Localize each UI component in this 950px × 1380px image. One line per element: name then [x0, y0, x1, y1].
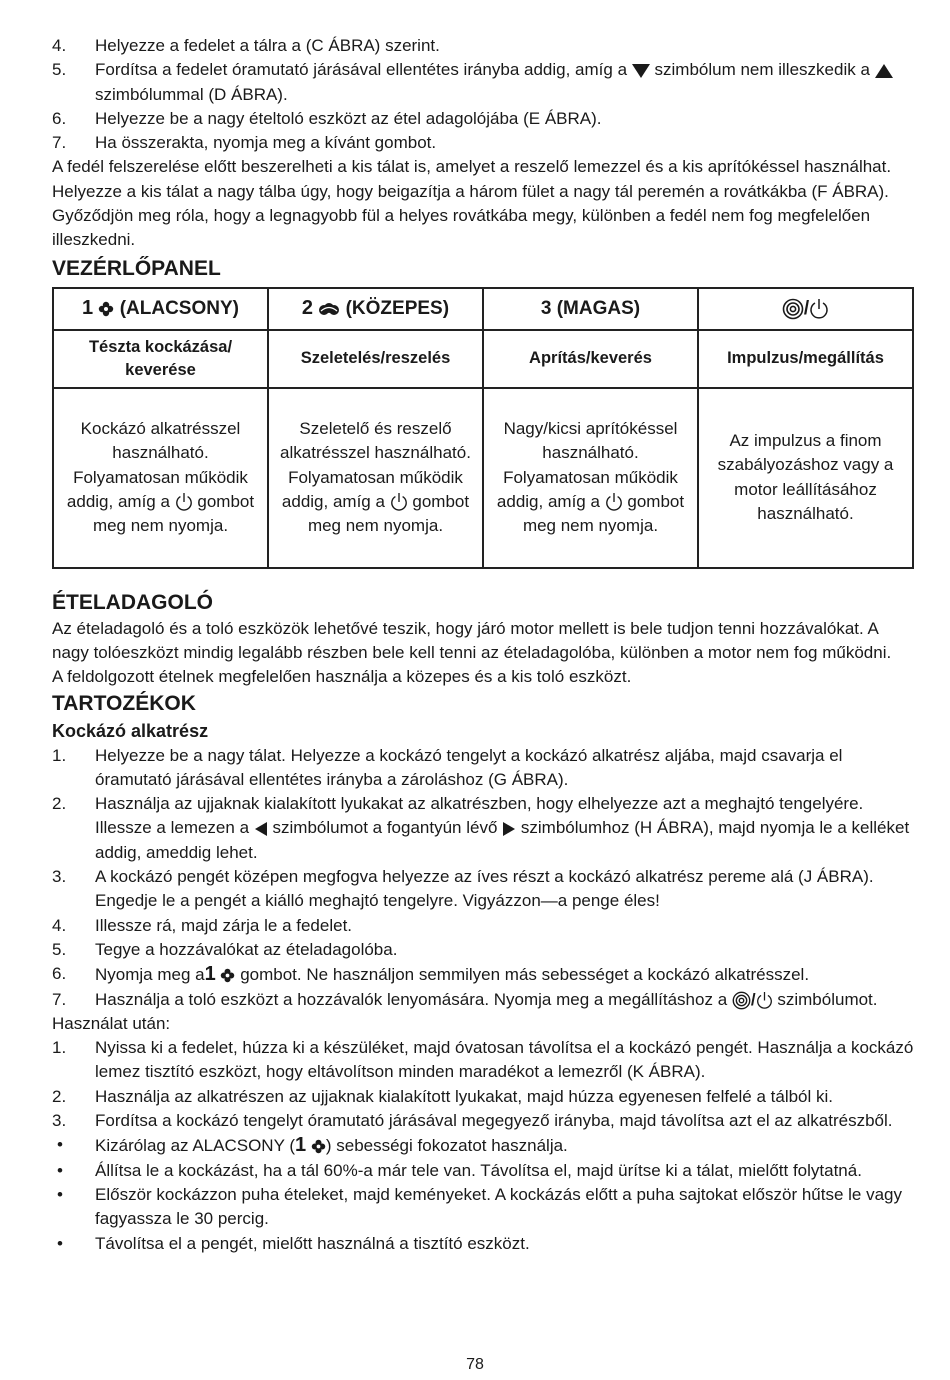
list-item: [52, 988, 916, 1012]
list-text: Ne használjon semmilyen más sebességet a kockázó alkatrésszel.: [306, 965, 810, 985]
function-cell: Szeletelés/reszelés: [268, 330, 483, 388]
function-cell: Impulzus/megállítás: [698, 330, 913, 388]
list-item: [52, 131, 916, 155]
bullet-text: Először kockázzon puha ételeket, majd keményeket. A kockázás előtt a puha sajtokat először hűtse le vagy fagyassza le 30 percig.: [95, 1184, 903, 1229]
intro-list: [52, 34, 916, 155]
list-text: Fordítsa a fedelet óramutató járásával ellentétes irányba addig, amíg a: [95, 60, 628, 80]
bullet-text: ) sebességi fokozatot használja.: [325, 1136, 568, 1156]
list-text: gombot.: [240, 965, 302, 985]
list-item: [52, 792, 916, 865]
speed-label: 3 (MAGAS): [540, 297, 641, 319]
bullet-item: [52, 1159, 916, 1183]
triangle-up-icon: [875, 63, 893, 79]
list-text: szimbólummal (D ÁBRA).: [95, 84, 288, 104]
after-use-steps: [52, 1036, 916, 1133]
list-text: Használja a toló eszközt a hozzávalók lenyomására. Nyomja meg a megállításhoz a: [95, 989, 728, 1009]
page-number: 78: [466, 1356, 484, 1373]
list-text: Tegye a hozzávalókat az ételadagolóba.: [95, 939, 398, 959]
slices-speed-icon: [318, 302, 340, 316]
description-text: gombot meg nem nyomja.: [307, 491, 470, 536]
flower-speed-icon: [220, 968, 235, 983]
speed-number: 1: [204, 963, 216, 986]
list-item: [52, 914, 916, 938]
section-title-feeder: ÉTELADAGOLÓ: [52, 590, 213, 614]
list-text: szimbólumhoz (H ÁBRA), majd nyomja le a kelléket addig, ameddig lehet.: [95, 818, 910, 862]
section-title-accessories: TARTOZÉKOK: [52, 691, 196, 715]
list-text: Nyomja meg a: [95, 965, 205, 985]
list-number: 5.: [52, 60, 67, 80]
description-text: Kockázó alkatrésszel használható. Folyamatosan működik addig, amíg a: [66, 418, 248, 511]
power-icon: [605, 492, 623, 512]
power-icon: [175, 492, 193, 512]
list-text: Helyezze be a nagy tálat. Helyezze a kockázó tengelyt a kockázó alkatrész aljába, majd csavarja el óramutató járásával ellentétes irányba a zároláshoz (G ÁBRA).: [95, 745, 843, 789]
list-item: [52, 34, 916, 58]
list-text: szimbólumot a fogantyún lévő: [272, 818, 498, 838]
list-item: [52, 938, 916, 962]
speed-medium-header: [268, 288, 483, 330]
dicing-steps: [52, 744, 916, 1012]
after-use-label: Használat után:: [52, 1013, 171, 1033]
list-text: szimbólum nem illeszkedik a: [654, 60, 870, 80]
list-number: 4.: [52, 36, 67, 55]
list-number: 3.: [52, 1111, 67, 1131]
list-item: [52, 744, 916, 793]
description-cell: [483, 388, 698, 568]
list-text: Helyezze be a nagy ételtoló eszközt az étel adagolójába (E ÁBRA).: [95, 108, 602, 128]
description-cell: [53, 388, 268, 568]
speed-number: 1: [295, 1134, 307, 1157]
speed-label: (ALACSONY): [119, 298, 239, 320]
description-cell: [268, 388, 483, 568]
list-text: szimbólumot.: [777, 989, 878, 1009]
bullet: •: [57, 1184, 63, 1204]
feeder-paragraph-1: Az ételadagoló és a toló eszközök lehetővé teszik, hogy járó motor mellett is bele tudjon tenni hozzávalókat. A nagy tolóeszközt mindig legalább részben bele kell tenni az ételadagolóba, különben a motor nem fog működni.: [52, 618, 892, 662]
separator-slash: /: [803, 297, 810, 319]
bullet-item: [52, 1133, 916, 1158]
list-text: Fordítsa a kockázó tengelyt óramutató járásával megegyező irányba, majd távolítsa azt el az alkatrészből.: [95, 1111, 893, 1131]
pulse-stop-header: [698, 288, 913, 330]
list-number: 1.: [52, 745, 67, 765]
list-text: Illessze rá, majd zárja le a fedelet.: [95, 915, 353, 935]
subsection-title-dicing: Kockázó alkatrész: [52, 720, 209, 741]
bullet-text: Kizárólag az ALACSONY (: [95, 1136, 295, 1156]
speed-number: 2: [301, 297, 314, 320]
function-cell: Tészta kockázása/ keverése: [53, 330, 268, 388]
table-row-descriptions: [53, 388, 913, 568]
description-text: gombot meg nem nyomja.: [92, 491, 255, 536]
bullet-text: Távolítsa el a pengét, mielőtt használná a tisztító eszközt.: [95, 1233, 530, 1253]
list-text: Ha összerakta, nyomja meg a kívánt gombot.: [95, 133, 437, 153]
bullet-text: Állítsa le a kockázást, ha a tál 60%-a már tele van. Távolítsa el, majd ürítse ki a tálat, mielőtt folytatná.: [95, 1160, 862, 1180]
bullet-item: [52, 1183, 916, 1232]
triangle-left-icon: [254, 821, 268, 837]
list-item: [52, 1109, 916, 1133]
list-number: 5.: [52, 939, 67, 959]
list-number: 4.: [52, 915, 67, 935]
separator-slash: /: [750, 989, 756, 1009]
speed-label: (KÖZEPES): [345, 298, 450, 320]
list-item: [52, 1036, 916, 1085]
bullet: •: [57, 1135, 63, 1155]
table-header-row: [53, 288, 913, 330]
table-row-functions: [53, 330, 913, 388]
list-number: 3.: [52, 867, 67, 887]
triangle-right-icon: [502, 821, 516, 837]
power-icon: [390, 492, 408, 512]
description-cell: Az impulzus a finom szabályozáshoz vagy a motor leállításához használható.: [698, 388, 913, 568]
power-icon: [756, 991, 773, 1010]
flower-speed-icon: [311, 1139, 326, 1154]
list-number: 6.: [52, 108, 67, 128]
control-panel-table: [52, 287, 914, 569]
description-text: gombot meg nem nyomja.: [522, 491, 685, 536]
description-text: Szeletelő és reszelő alkatrésszel használható. Folyamatosan működik addig, amíg a: [280, 418, 471, 511]
manual-page: [52, 34, 916, 1256]
list-item: [52, 865, 916, 914]
power-icon: [809, 298, 829, 320]
list-number: 7.: [52, 989, 67, 1009]
list-number: 2.: [52, 794, 67, 814]
bullet: •: [57, 1160, 63, 1180]
list-item: [52, 58, 916, 107]
speed-high-header: [483, 288, 698, 330]
list-item: [52, 1085, 916, 1109]
list-item: [52, 962, 916, 987]
bullet: •: [57, 1233, 63, 1253]
description-text: Nagy/kicsi aprítókéssel használható. Folyamatosan működik addig, amíg a: [496, 418, 678, 511]
pulse-spiral-icon: [732, 991, 751, 1010]
list-text: Használja az alkatrészen az ujjaknak kialakított lyukakat, majd húzza egyenesen felfelé a tálból ki.: [95, 1086, 834, 1106]
list-number: 2.: [52, 1086, 67, 1106]
speed-number: 1: [82, 297, 94, 320]
list-text: Helyezze a fedelet a tálra a (C ÁBRA) szerint.: [95, 36, 440, 55]
flower-speed-icon: [98, 301, 114, 317]
list-number: 1.: [52, 1038, 67, 1058]
list-number: 7.: [52, 133, 67, 153]
feeder-paragraph-2: A feldolgozott ételnek megfelelően használja a közepes és a kis toló eszközt.: [52, 667, 632, 687]
pulse-spiral-icon: [782, 298, 804, 320]
speed-low-header: [53, 288, 268, 330]
tips-list: [52, 1133, 916, 1255]
triangle-down-icon: [632, 63, 650, 79]
list-text: A kockázó pengét középen megfogva helyezze az íves részt a kockázó alkatrész pereme alá (J ÁBRA). Engedje le a pengét a kiálló meghajtó tengelyre. Vigyázzon—a penge éles!: [95, 867, 874, 911]
intro-paragraph: A fedél felszerelése előtt beszerelheti a kis tálat is, amelyet a reszelő lemezzel és a kis aprítókéssel használhat. Helyezze a kis tálat a nagy tálba úgy, hogy beigazítja a három fület a nagy tál peremén a rovátkákba (F ÁBRA). Győződjön meg róla, hogy a legnagyobb fül a helyes rovátkába megy, különben a fedél nem fog megfelelően illeszkedni.: [52, 157, 892, 250]
function-cell: Aprítás/keverés: [483, 330, 698, 388]
section-title-control-panel: VEZÉRLŐPANEL: [52, 256, 221, 280]
list-text: Használja az ujjaknak kialakított lyukakat az alkatrészben, hogy elhelyezze azt a meghajtó tengelyére. Illessze a lemezen a: [95, 794, 864, 838]
list-text: Nyissa ki a fedelet, húzza ki a készüléket, majd óvatosan távolítsa el a kockázó pengét. Használja a kockázó lemez tisztító eszközt, hogy eltávolítson minden maradékot a lemezről (K ÁBRA).: [95, 1038, 914, 1082]
list-item: [52, 107, 916, 131]
bullet-item: [52, 1232, 916, 1256]
list-number: 6.: [52, 964, 67, 984]
